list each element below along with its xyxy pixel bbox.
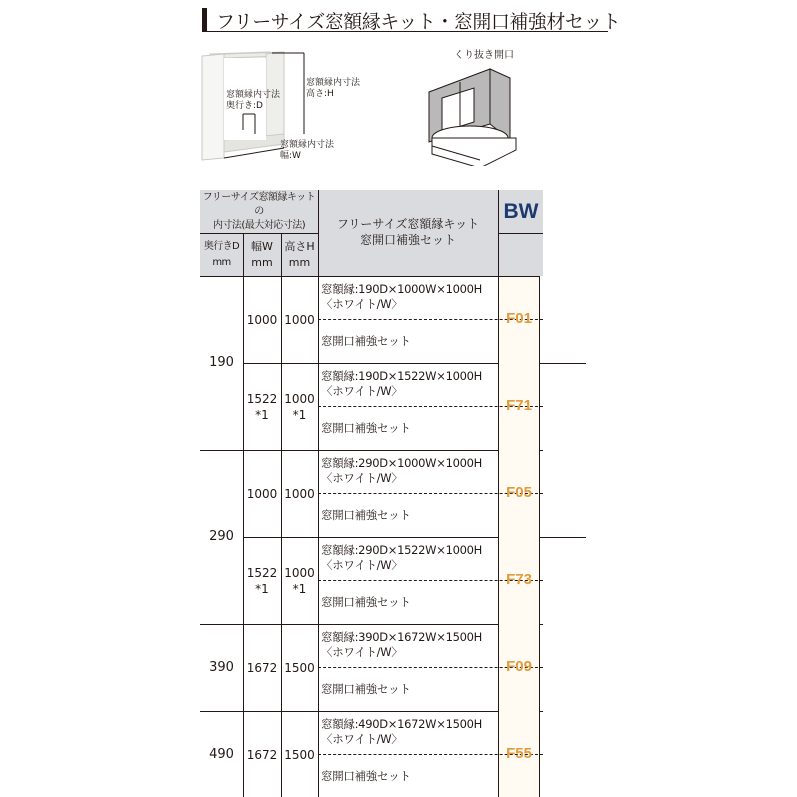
width-value: 1000 <box>246 312 278 327</box>
height-value: 1000 <box>284 486 315 501</box>
header-depth <box>200 233 243 276</box>
reinforce-set: 窓開口補強セット <box>321 682 411 696</box>
width-value: 1000 <box>246 486 278 501</box>
product-code: F71 <box>506 397 532 414</box>
frame-spec: 窓額縁:190D×1000W×1000H <box>321 282 483 296</box>
header-height-unit: mm <box>288 255 311 269</box>
depth-cell: 390 <box>209 659 234 675</box>
frame-color: 〈ホワイト/W〉 <box>321 558 403 572</box>
frame-spec: 窓額縁:490D×1672W×1500H <box>321 717 483 731</box>
header-product <box>318 208 498 256</box>
width-cell <box>243 711 281 797</box>
column-divider <box>243 276 244 797</box>
height-cell <box>281 624 318 711</box>
reinforce-set: 窓開口補強セット <box>321 769 411 783</box>
header-depth-unit: mm <box>212 256 231 268</box>
divider <box>318 190 319 276</box>
divider <box>243 233 244 276</box>
header-product-line2: 窓開口補強セット <box>359 233 456 247</box>
height-cell <box>281 711 318 797</box>
height-cell <box>281 537 318 624</box>
depth-cell: 190 <box>209 355 234 370</box>
height-cell <box>281 450 318 537</box>
depth-label-line1: 窓額縁内寸法 <box>226 90 281 100</box>
header-width <box>243 233 281 276</box>
frame-spec: 窓額縁:390D×1672W×1500H <box>321 630 483 644</box>
frame-color: 〈ホワイト/W〉 <box>321 471 403 485</box>
header-width-unit: mm <box>251 255 273 269</box>
height-value: 1500 <box>284 747 315 762</box>
frame-spec: 窓額縁:290D×1522W×1000H <box>321 543 483 557</box>
height-value: 1000 <box>284 312 315 327</box>
width-cell <box>243 363 281 450</box>
width-label-line1: 窓額縁内寸法 <box>280 140 335 150</box>
height-cell <box>281 363 318 450</box>
height-label-line1: 窓額縁内寸法 <box>306 78 361 88</box>
frame-spec: 窓額縁:190D×1522W×1000H <box>321 369 483 383</box>
header-color-bw: BW <box>503 199 539 223</box>
divider <box>281 233 282 276</box>
product-code: F09 <box>506 658 532 675</box>
depth-cell: 490 <box>209 746 234 762</box>
height-dimension-label <box>306 78 360 100</box>
header-height <box>281 233 318 276</box>
frame-color: 〈ホワイト/W〉 <box>321 645 403 659</box>
product-code: F05 <box>506 484 532 501</box>
bathroom-wall-icon <box>420 46 540 166</box>
reinforce-set: 窓開口補強セット <box>321 334 411 348</box>
width-cell <box>243 624 281 711</box>
height-label-line2: 高さ:H <box>306 89 334 99</box>
height-value: 1000 <box>284 565 315 580</box>
reinforce-set: 窓開口補強セット <box>321 595 411 609</box>
width-value: 1522 <box>246 391 278 406</box>
width-value: 1672 <box>246 660 278 675</box>
title-marker <box>202 8 207 32</box>
width-label-line2: 幅:W <box>280 151 301 161</box>
divider <box>499 233 543 234</box>
width-value: 1672 <box>246 747 278 762</box>
body-top-border <box>200 276 539 277</box>
depth-cell: 290 <box>209 529 234 544</box>
header-group-line1: フリーサイズ窓額縁キットの <box>202 191 316 217</box>
width-value: 1522 <box>246 565 278 580</box>
divider <box>200 233 318 234</box>
height-cell <box>281 276 318 363</box>
frame-color: 〈ホワイト/W〉 <box>321 732 403 746</box>
header-width-label: 幅W <box>251 239 273 253</box>
header-depth-label: 奥行きD <box>203 240 240 252</box>
column-divider <box>498 276 499 797</box>
width-note: *1 <box>255 581 269 596</box>
depth-dimension-label <box>226 90 280 112</box>
frame-color: 〈ホワイト/W〉 <box>321 297 403 311</box>
height-value: 1500 <box>284 660 315 675</box>
opening-illustration <box>420 46 540 166</box>
product-code: F73 <box>506 571 532 588</box>
section-title-bar <box>202 6 621 33</box>
frame-color: 〈ホワイト/W〉 <box>321 384 403 398</box>
height-note: *1 <box>292 407 307 422</box>
reinforce-set: 窓開口補強セット <box>321 508 411 522</box>
width-note: *1 <box>255 407 269 422</box>
height-value: 1000 <box>284 391 315 406</box>
width-cell <box>243 537 281 624</box>
column-divider <box>281 276 282 797</box>
product-code: F01 <box>506 310 532 327</box>
width-cell <box>243 450 281 537</box>
column-divider <box>318 276 319 797</box>
width-dimension-label <box>280 140 334 162</box>
header-height-label: 高さH <box>284 239 315 253</box>
frame-kit-illustration <box>200 48 361 166</box>
header-product-line1: フリーサイズ窓額縁キット <box>336 217 480 231</box>
header-inner-size-group <box>200 190 318 233</box>
width-cell <box>243 276 281 363</box>
opening-title: くり抜き開口 <box>454 50 514 61</box>
product-table <box>200 190 543 797</box>
product-code: F55 <box>506 745 532 762</box>
reinforce-set: 窓開口補強セット <box>321 421 411 435</box>
frame-spec: 窓額縁:290D×1000W×1000H <box>321 456 483 470</box>
height-note: *1 <box>292 581 307 596</box>
divider <box>498 190 499 276</box>
depth-label-line2: 奥行き:D <box>226 101 263 111</box>
header-group-line2: 内寸法(最大対応寸法) <box>212 219 306 231</box>
page-title: フリーサイズ窓額縁キット・窓開口補強材セット <box>216 11 621 33</box>
column-divider <box>539 276 540 797</box>
